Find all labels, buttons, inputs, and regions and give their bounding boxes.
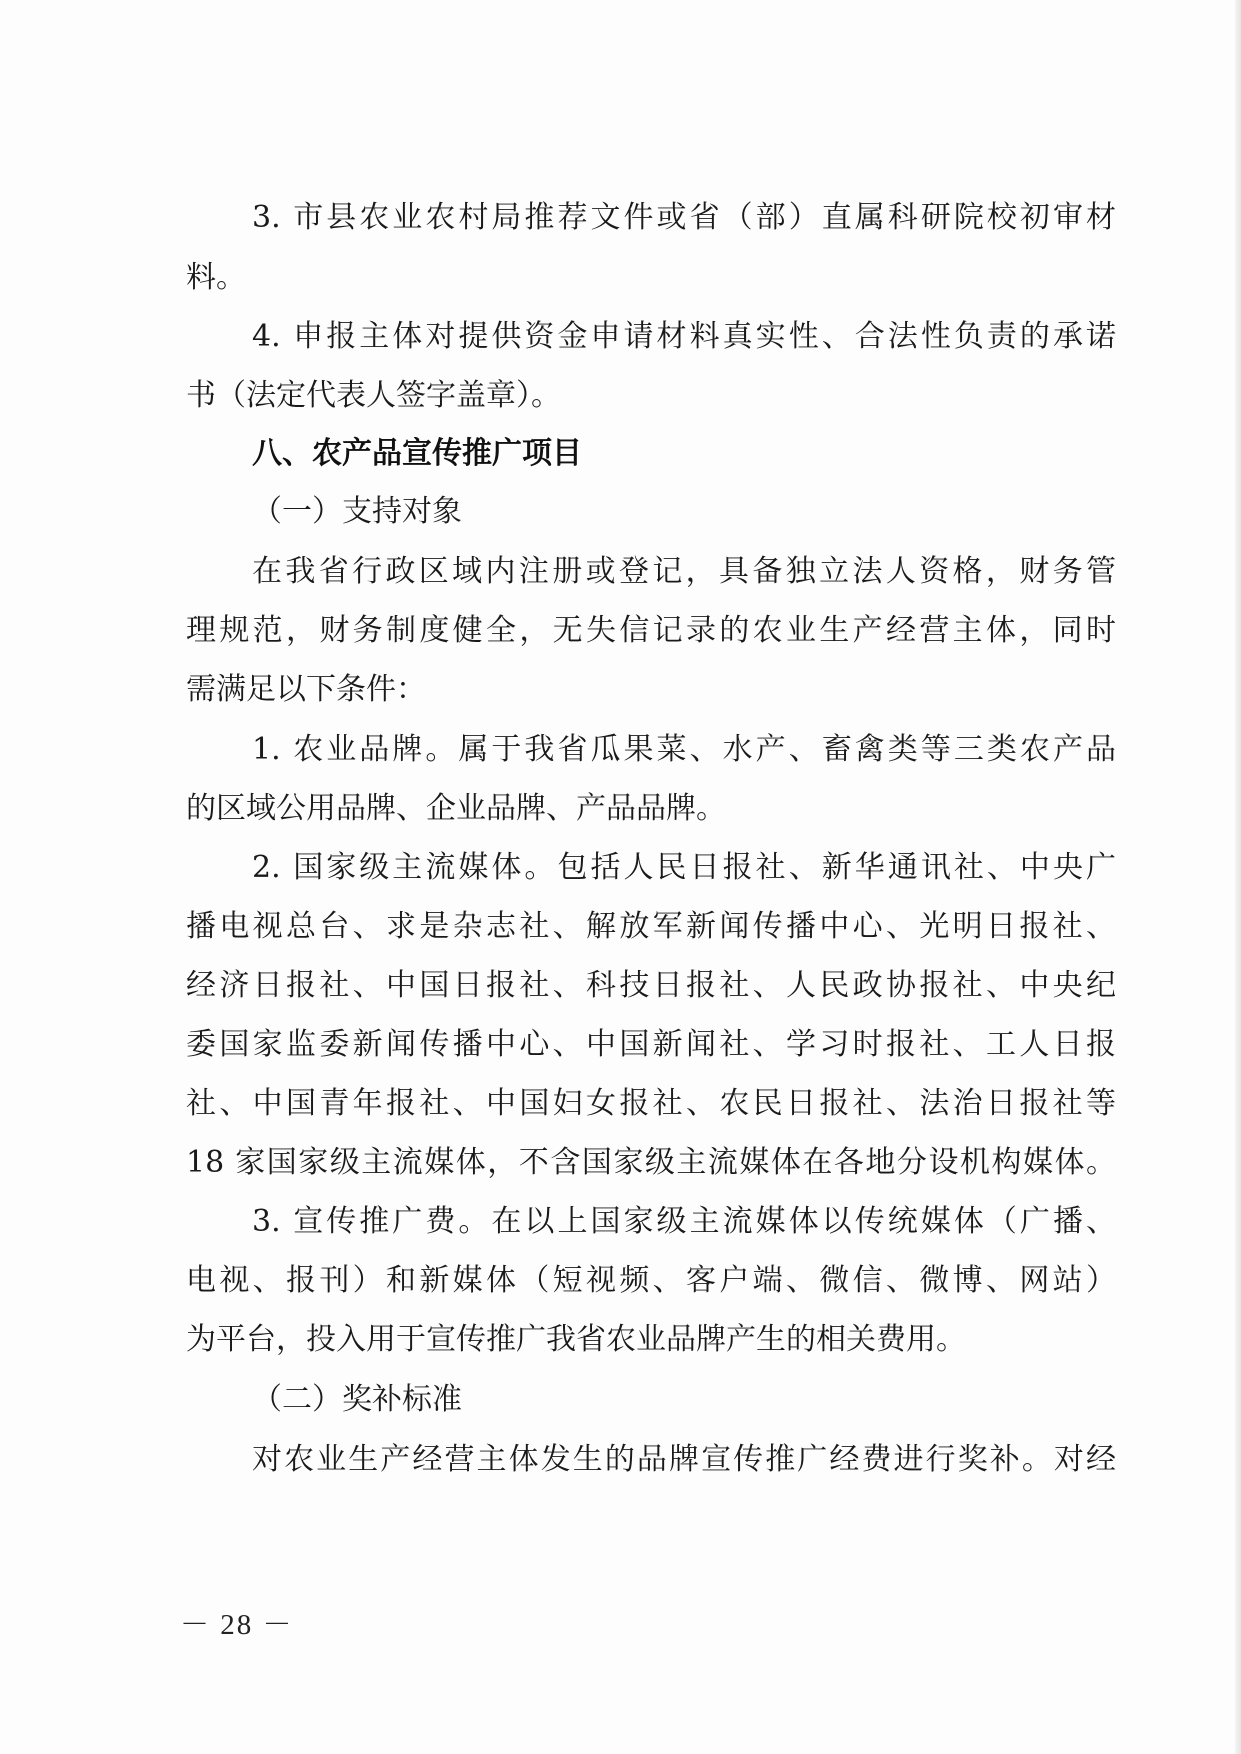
- subsection-heading: （一）支持对象: [252, 494, 462, 529]
- paragraph-line: 1. 农业品牌。属于我省瓜果菜、水产、畜禽类等三类农产品: [252, 732, 1116, 767]
- paragraph-line: 经济日报社、中国日报社、科技日报社、人民政协报社、中央纪: [186, 968, 1116, 1003]
- paragraph-line: 电视、报刊）和新媒体（短视频、客户端、微信、微博、网站）: [186, 1263, 1116, 1298]
- paragraph-line: 理规范，财务制度健全，无失信记录的农业生产经营主体，同时: [186, 613, 1116, 648]
- section-heading: 八、农产品宣传推广项目: [252, 436, 582, 471]
- paragraph-line: 18 家国家级主流媒体，不含国家级主流媒体在各地分设机构媒体。: [186, 1145, 1116, 1180]
- paragraph-line: 播电视总台、求是杂志社、解放军新闻传播中心、光明日报社、: [186, 909, 1116, 944]
- paragraph-line: 委国家监委新闻传播中心、中国新闻社、学习时报社、工人日报: [186, 1027, 1116, 1062]
- subsection-heading: （二）奖补标准: [252, 1382, 462, 1417]
- paragraph-line: 3. 市县农业农村局推荐文件或省（部）直属科研院校初审材: [252, 200, 1116, 235]
- paragraph-line: 为平台，投入用于宣传推广我省农业品牌产生的相关费用。: [186, 1322, 966, 1357]
- paragraph-line: 的区域公用品牌、企业品牌、产品品牌。: [186, 791, 726, 826]
- paragraph-line: 在我省行政区域内注册或登记，具备独立法人资格，财务管: [252, 554, 1116, 589]
- paragraph-line: 社、中国青年报社、中国妇女报社、农民日报社、法治日报社等: [186, 1086, 1116, 1121]
- paragraph-line: 4. 申报主体对提供资金申请材料真实性、合法性负责的承诺: [252, 319, 1116, 354]
- paragraph-line: 对农业生产经营主体发生的品牌宣传推广经费进行奖补。对经: [252, 1442, 1116, 1477]
- paragraph-line: 3. 宣传推广费。在以上国家级主流媒体以传统媒体（广播、: [252, 1204, 1116, 1239]
- paragraph-line: 2. 国家级主流媒体。包括人民日报社、新华通讯社、中央广: [252, 850, 1116, 885]
- paragraph-line: 需满足以下条件：: [186, 672, 426, 707]
- paragraph-line: 书（法定代表人签字盖章）。: [186, 378, 561, 413]
- page-edge-shadow: [1235, 0, 1241, 1754]
- page-number: － 28 －: [180, 1609, 294, 1641]
- paragraph-line: 料。: [186, 260, 246, 295]
